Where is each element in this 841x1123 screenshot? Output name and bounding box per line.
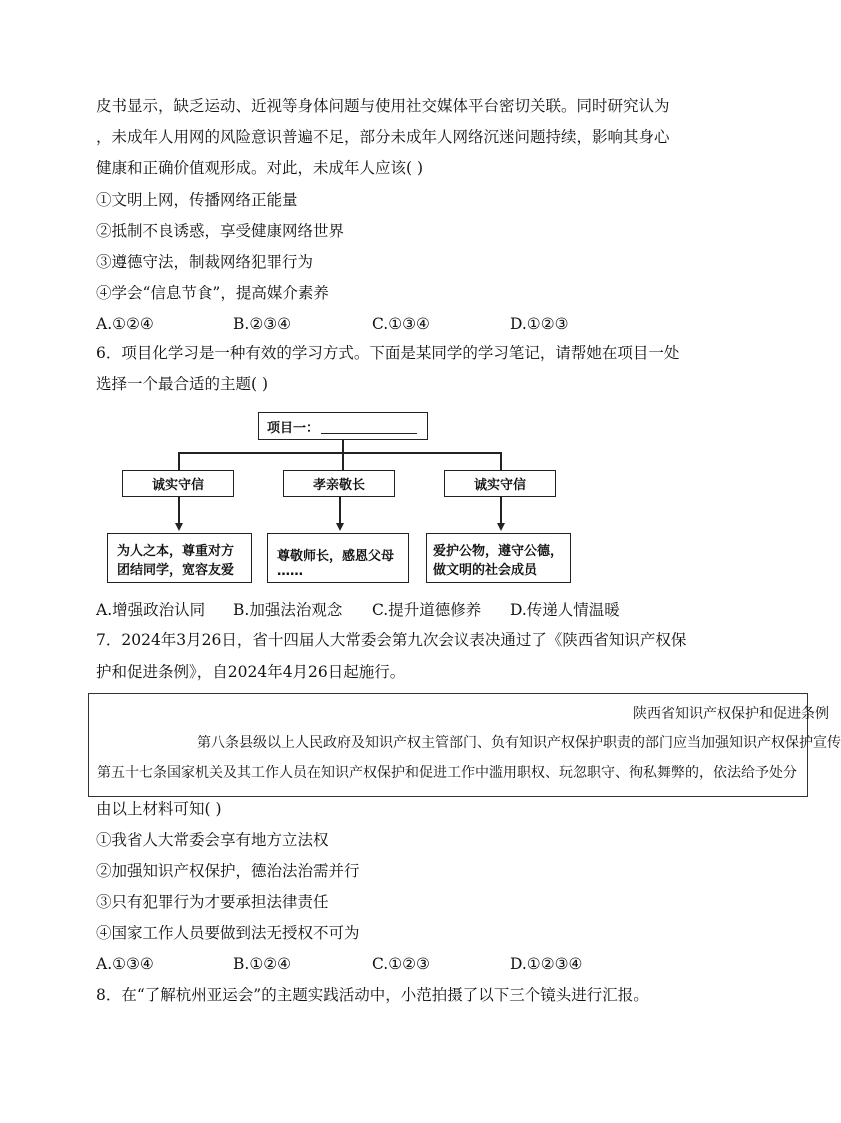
q5-text-line-1: 皮书显示，缺乏运动、近视等身体问题与使用社交媒体平台密切关联。同时研究认为 [96, 97, 670, 115]
diagram-root-blank [321, 419, 417, 434]
diagram-arrow-head [336, 523, 344, 531]
diagram-leaf-3-line-1: 爱护公物，遵守公德， [433, 544, 564, 559]
q5-item-1: ①文明上网，传播网络正能量 [96, 191, 298, 209]
q5-text-line-3: 健康和正确价值观形成。对此，未成年人应该( ) [96, 159, 424, 177]
law-article-8: 第八条县级以上人民政府及知识产权主管部门、负有知识产权保护职责的部门应当加强知识产权保护宣传 [197, 735, 841, 751]
diagram-branch-box-1: 诚实守信 [122, 470, 234, 497]
q6-option-c: C.提升道德修养 [372, 601, 482, 619]
q7-option-c: C.①②③ [372, 955, 430, 973]
diagram-leaf-box-1 [107, 533, 252, 583]
q5-option-a: A.①②④ [96, 315, 154, 333]
q7-option-b: B.①②④ [233, 955, 292, 973]
q5-option-d: D.①②③ [510, 315, 569, 333]
q7-text-line-1: 7．2024年3月26日，省十四届人大常委会第九次会议表决通过了《陕西省知识产权保 [96, 631, 687, 649]
q7-text-line-2: 护和促进条例》，自2024年4月26日起施行。 [96, 663, 406, 681]
law-article-57: 第五十七条国家机关及其工作人员在知识产权保护和促进工作中滥用职权、玩忽职守、徇私舞弊的，依法给予处分 [97, 765, 797, 781]
diagram-connector [342, 452, 344, 470]
diagram-arrow-shaft [500, 497, 502, 524]
diagram-leaf-box-3 [426, 533, 571, 583]
q5-item-4: ④学会“信息节食”，提高媒介素养 [96, 284, 329, 302]
diagram-arrow-head [497, 523, 505, 531]
law-excerpt-title: 陕西省知识产权保护和促进条例 [633, 706, 829, 722]
diagram-leaf-box-2 [267, 533, 409, 583]
diagram-arrow-shaft [339, 497, 341, 524]
q5-text-line-2: ，未成年人用网的风险意识普遍不足，部分未成年人网络沉迷问题持续，影响其身心 [96, 128, 670, 146]
diagram-leaf-2-line-2: …… [277, 564, 303, 579]
diagram-arrow-shaft [178, 497, 180, 524]
q6-option-a: A.增强政治认同 [96, 601, 206, 619]
diagram-connector [178, 452, 501, 454]
q5-option-c: C.①③④ [372, 315, 430, 333]
q7-item-3: ③只有犯罪行为才要承担法律责任 [96, 893, 329, 911]
diagram-branch-box-2: 孝亲敬长 [283, 470, 395, 497]
q7-option-a: A.①③④ [96, 955, 154, 973]
law-excerpt-box [88, 693, 841, 797]
q5-option-b: B.②③④ [233, 315, 292, 333]
q7-option-d: D.①②③④ [510, 955, 583, 973]
q8-text-line-1: 8．在“了解杭州亚运会”的主题实践活动中，小范拍摄了以下三个镜头进行汇报。 [96, 986, 649, 1004]
q7-item-4: ④国家工作人员要做到法无授权不可为 [96, 924, 360, 942]
q5-item-3: ③遵德守法，制裁网络犯罪行为 [96, 253, 314, 271]
diagram-connector [500, 452, 502, 470]
q5-item-2: ②抵制不良诱惑，享受健康网络世界 [96, 222, 345, 240]
q6-text-line-1: 6．项目化学习是一种有效的学习方式。下面是某同学的学习笔记，请帮她在项目一处 [96, 344, 680, 362]
diagram-root-box [258, 412, 428, 440]
diagram-branch-box-3: 诚实守信 [444, 470, 556, 497]
q6-option-d: D.传递人情温暖 [510, 601, 620, 619]
diagram-leaf-1-line-1: 为人之本，尊重对方 [117, 544, 235, 559]
q7-item-1: ①我省人大常委会享有地方立法权 [96, 831, 329, 849]
diagram-leaf-2-line-1: 尊敬师长，感恩父母 [277, 549, 395, 564]
diagram-leaf-3-line-2: 做文明的社会成员 [433, 563, 538, 578]
q7-item-2: ②加强知识产权保护，德治法治需并行 [96, 862, 360, 880]
q7-stem: 由以上材料可知( ) [96, 800, 222, 818]
q6-text-line-2: 选择一个最合适的主题( ) [96, 375, 269, 393]
diagram-leaf-1-line-2: 团结同学，宽容友爱 [117, 563, 235, 578]
diagram-root-label: 项目一： [267, 420, 320, 436]
diagram-connector [178, 452, 180, 470]
q6-option-b: B.加强法治观念 [233, 601, 343, 619]
diagram-arrow-head [175, 523, 183, 531]
